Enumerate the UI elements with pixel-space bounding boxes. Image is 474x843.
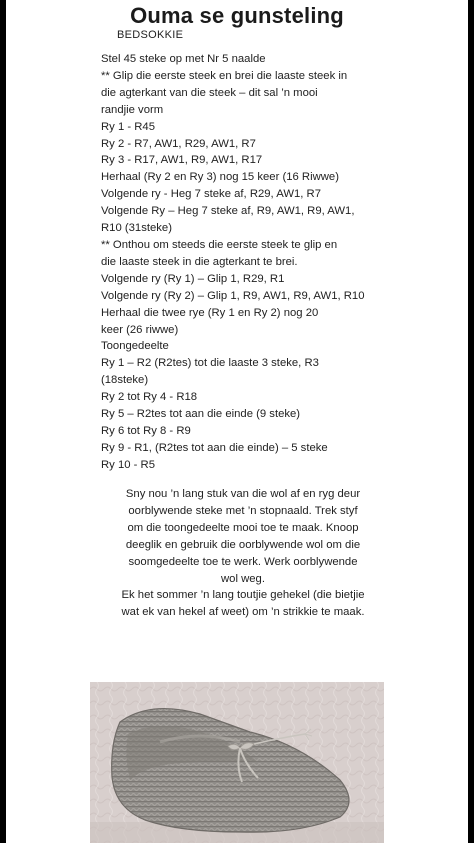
instruction-line: Ry 5 – R2tes tot aan die einde (9 steke) xyxy=(101,408,301,421)
instruction-line: Toongedeelte xyxy=(101,340,169,353)
page-title: Ouma se gunsteling xyxy=(130,3,344,28)
instruction-line: Herhaal die twee rye (Ry 1 en Ry 2) nog 20 xyxy=(101,306,319,319)
instruction-line: R10 (31steke) xyxy=(101,222,172,235)
slipper-photo xyxy=(90,682,384,843)
document-page xyxy=(6,0,468,843)
instruction-line: Stel 45 steke op met Nr 5 naalde xyxy=(101,53,266,65)
instruction-line: Herhaal (Ry 2 en Ry 3) nog 15 keer (16 Riwwe) xyxy=(101,171,339,184)
instruction-line: Volgende ry (Ry 2) – Glip 1, R9, AW1, R9, AW1, R10 xyxy=(101,289,365,302)
note-line: wat ek van hekel af weet) om ’n strikkie te maak. xyxy=(121,606,365,619)
instruction-line: Volgende ry (Ry 1) – Glip 1, R29, R1 xyxy=(101,272,285,285)
instruction-line: Ry 10 - R5 xyxy=(101,458,155,471)
instruction-line: keer (26 riwwe) xyxy=(101,323,179,336)
instruction-line: die laaste steek in die agterkant te brei. xyxy=(101,255,298,268)
instruction-line: die agterkant van die steek – dit sal ’n mooi xyxy=(101,86,318,99)
note-line: om die toongedeelte mooi toe te maak. Knoop xyxy=(127,521,359,534)
note-line: oorblywende steke met ’n stopnaald. Trek styf xyxy=(128,504,358,517)
instruction-line: Ry 6 tot Ry 8 - R9 xyxy=(101,424,191,437)
note-line: Ek het sommer ’n lang toutjie gehekel (die bietjie xyxy=(121,589,365,602)
finishing-notes xyxy=(90,486,396,621)
instruction-line: Ry 9 - R1, (R2tes tot aan die einde) – 5 steke xyxy=(101,441,328,454)
instruction-line: randjie vorm xyxy=(101,103,164,116)
page-subtitle: BEDSOKKIE xyxy=(117,29,184,41)
instruction-line: (18steke) xyxy=(101,374,149,387)
note-line: wol weg. xyxy=(221,572,265,585)
note-line: Sny nou ’n lang stuk van die wol af en ryg deur xyxy=(125,488,361,500)
instruction-line: Ry 1 – R2 (R2tes) tot die laaste 3 steke, R3 xyxy=(101,357,319,370)
instructions-list xyxy=(101,51,391,474)
instruction-line: Ry 3 - R17, AW1, R9, AW1, R17 xyxy=(101,154,263,167)
instruction-line: ** Glip die eerste steek en brei die laaste steek in xyxy=(101,69,348,82)
instruction-line: Volgende Ry – Heg 7 steke af, R9, AW1, R9, AW1, xyxy=(101,205,355,218)
instruction-line: Ry 1 - R45 xyxy=(101,120,155,133)
instruction-line: Ry 2 - R7, AW1, R29, AW1, R7 xyxy=(101,137,256,150)
instruction-line: Volgende ry - Heg 7 steke af, R29, AW1, R7 xyxy=(101,188,321,201)
instruction-line: ** Onthou om steeds die eerste steek te glip en xyxy=(101,238,338,251)
instruction-line: Ry 2 tot Ry 4 - R18 xyxy=(101,391,198,404)
knitted-slipper-image xyxy=(90,682,384,843)
note-line: soomgedeelte toe te werk. Werk oorblywende xyxy=(128,555,358,568)
note-line: deeglik en gebruik die oorblywende wol om die xyxy=(125,538,361,551)
